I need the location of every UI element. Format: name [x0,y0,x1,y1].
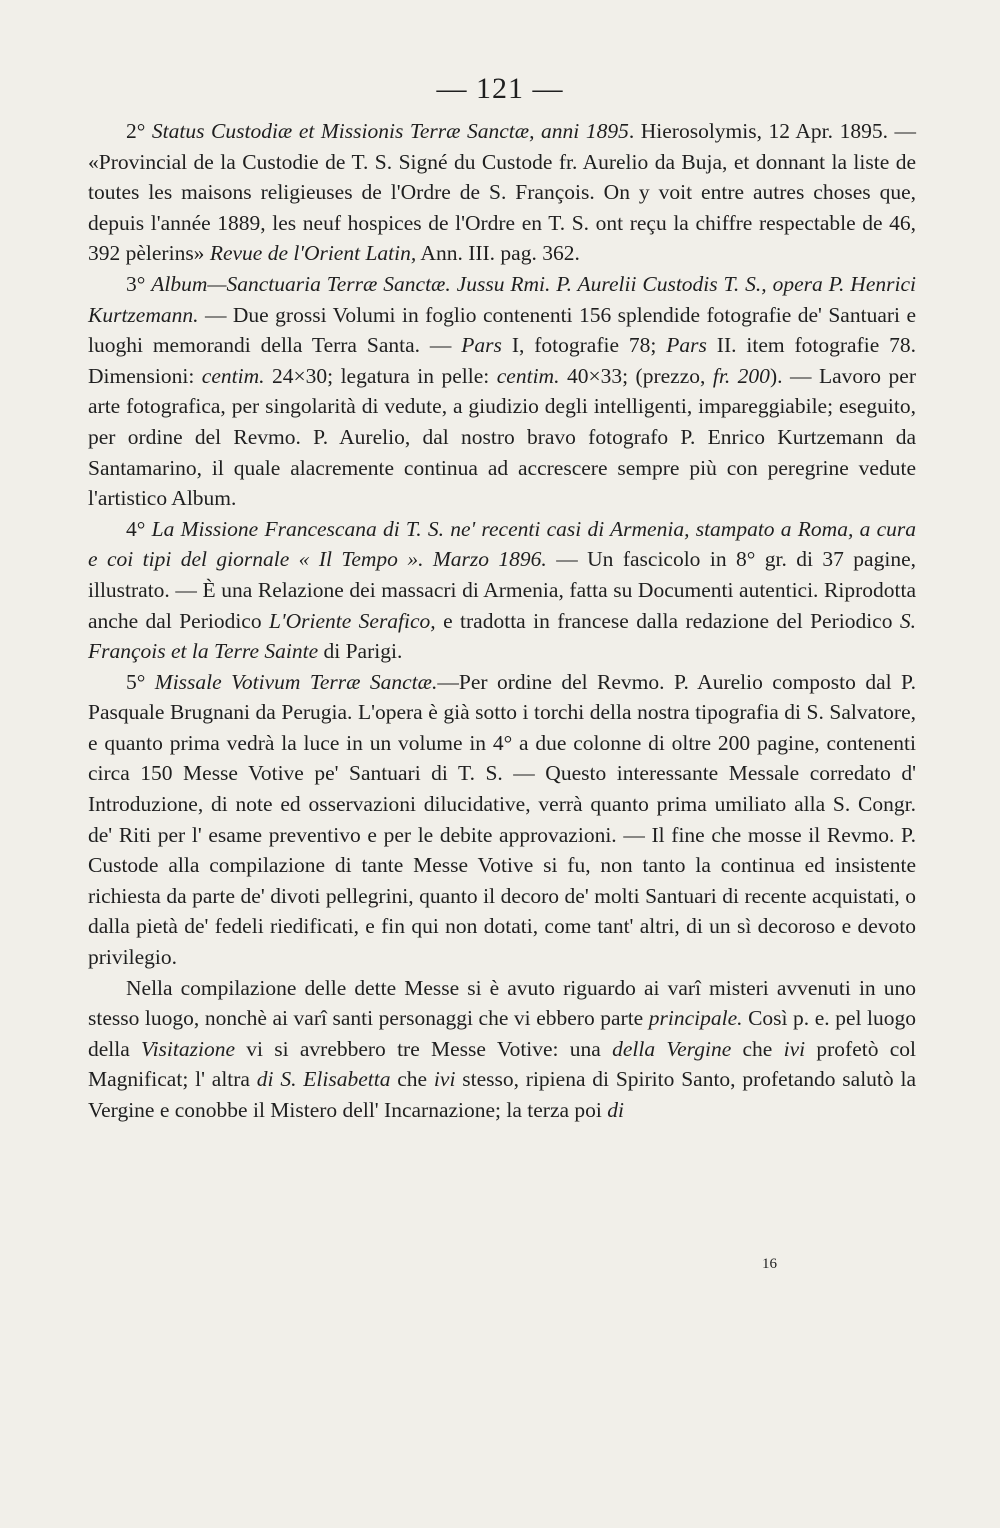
signature-mark: 16 [762,1256,777,1272]
italic-run: della Vergine [612,1036,732,1061]
text-run: 40×33; (prezzo, [559,363,713,388]
text-run: Così p. e. pel luogo della [88,1006,916,1061]
text-run: che [390,1067,434,1092]
italic-run: principale. [648,1006,743,1031]
italic-run: La Missione Francescana di T. S. ne' recenti casi di Armenia, stampato a Roma, a cura e coi tipi del giornale « Il Tempo ». Marzo 1896. [88,516,916,572]
text-run: —Per ordine del Revmo. P. Aurelio composto dal P. Pasquale Brugnani da Perugia. L'opera è già sotto i torchi della nostra tipografia di S. Salvatore, e quanto prima vedrà la luce in un volume in 4° a due colonne di oltre 200 pagine, contenenti circa 150 Messe Votive pe' Santuari di T. S. — Questo interessante Messale corredato d' Introduzione, di note ed osservazioni dilucidative, verrà quanto prima umiliato alla S. Congr. de' Riti per l' esame preventivo e per le debite approvazioni. — Il fine che mosse il Revmo. P. Custode alla compilazione di tante Messe Votive si fu, non tanto la continua ed insistente richiesta da parte de' divoti pellegrini, quanto il decoro de' molti Santuari di recente acquistati, o dalla pietà de' fedeli riedificati, e fin qui non dotati, come tant' altri, di un sì decoroso e devoto privilegio. [88,669,916,970]
italic-run: di S. Elisabetta [256,1067,391,1092]
text-run: 2° [126,119,152,143]
italic-run: L'Oriente Serafico, [269,608,436,633]
text-run: 5° [126,669,155,694]
italic-run: Revue de l'Orient Latin, [209,241,417,266]
text-run: che [731,1036,784,1061]
text-run: Nella compilazione delle dette Messe si è avuto riguardo ai varî misteri avvenuti in uno stesso luogo, nonchè ai varî santi personaggi che vi ebbero parte [88,975,916,1031]
text-run: — Un fascicolo in 8° gr. di 37 pagine, illustrato. — È una Relazione dei massacri di Armenia, fatta su Documenti autentici. Riprodotta anche dal Periodico [88,547,916,633]
italic-run: Pars [666,333,707,358]
text-run: stesso, ripiena di Spirito Santo, profetando salutò la Vergine e conobbe il Mistero dell' Incarnazione; la terza poi [88,1067,916,1122]
text-run: 4° [126,516,152,541]
text-run: Ann. III. pag. 362. [416,241,580,266]
text-run: di Parigi. [318,639,403,664]
italic-run: Visitazione [141,1036,236,1061]
italic-run: centim. [201,363,265,388]
text-run: vi si avrebbero tre Messe Votive: una [235,1036,613,1061]
italic-run: ivi [433,1067,456,1092]
italic-run: Album—Sanctuaria Terræ Sanctæ. Jussu Rmi. P. Aurelii Custodis T. S., opera P. Henrici Kurtzemann. [88,271,916,327]
paragraph [88,116,916,269]
text-run: — Due grossi Volumi in foglio contenenti 156 splendide fotografie de' Santuari e luoghi memorandi della Terra Santa. — [88,302,916,358]
italic-run: di [607,1098,625,1122]
text-run: 3° [126,271,152,296]
italic-run: Status Custodiæ et Missionis Terræ Sanctæ, anni 1895 [151,119,629,143]
italic-run: fr. 200 [712,363,770,388]
text-run: profetò col Magnificat; l' altra [88,1036,916,1092]
text-run: . Hierosolymis, 12 Apr. 1895. — «Provincial de la Custodie de T. S. Signé du Custode fr. Aurelio da Buja, et donnant la liste de toutes les maisons religieuses de l'Ordre de S. François. On y voit entre autres choses que, depuis l'année 1889, les neuf hospices de l'Ordre en T. S. ont reçu la chiffre respectable de 46, 392 pèlerins» [88,119,917,266]
text-run: I, fotografie 78; [501,333,667,358]
italic-run: Pars [461,333,502,358]
body-text [88,116,916,1126]
paragraph [88,973,916,1126]
paragraph [88,269,916,514]
italic-run: S. François et la Terre Sainte [88,608,916,664]
text-run: 24×30; legatura in pelle: [264,363,497,388]
paragraph [88,667,916,973]
italic-run: Missale Votivum Terræ Sanctæ. [154,669,438,694]
page-number: — 121 — [436,72,564,105]
italic-run: ivi [783,1036,806,1061]
italic-run: centim. [496,363,560,388]
text-run: e tradotta in francese dalla redazione del Periodico [435,608,900,633]
text-run: II. item fotografie 78. Dimensioni: [88,333,917,388]
text-run: ). — Lavoro per arte fotografica, per singolarità di vedute, a giudizio degli intelligenti, impareggiabile; eseguito, per ordine del Revmo. P. Aurelio, dal nostro bravo fotografo P. Enrico Kurtzemann da Santamarino, il quale alacremente continua ad accrescere sempre più con peregrine vedute l'artistico Album. [88,363,916,511]
paragraph [88,514,916,667]
